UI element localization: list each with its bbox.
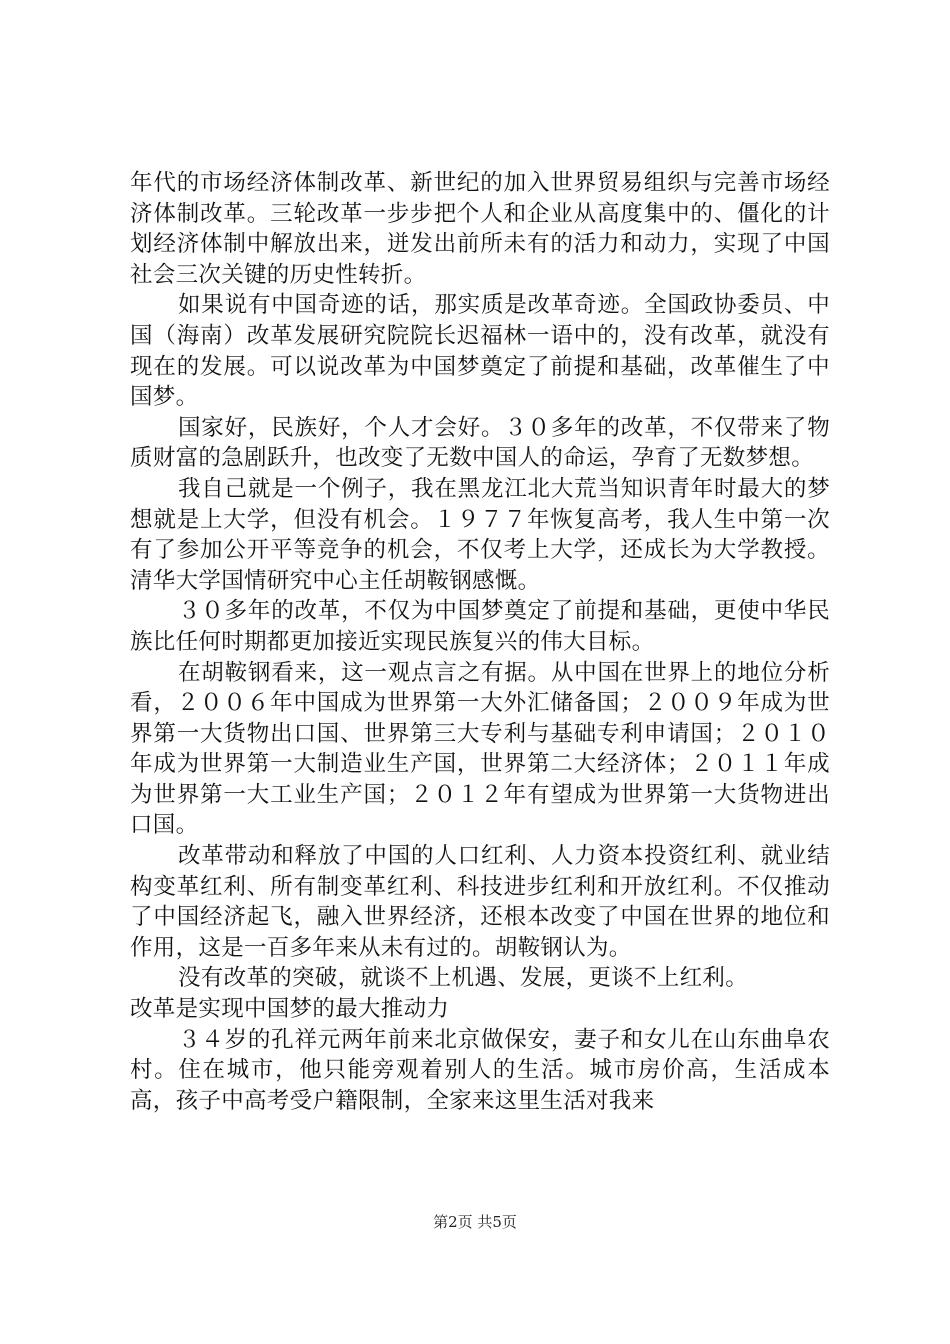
paragraph-continuation: 年代的市场经济体制改革、新世纪的加入世界贸易组织与完善市场经济体制改革。三轮改革一步步把个人和企业从高度集中的、僵化的计划经济体制中解放出来，迸发出前所未有的活力和动力，实现了中国社会三次关键的历史性转折。 (130, 170, 830, 288)
paragraph-breakthrough: 没有改革的突破，就谈不上机遇、发展，更谈不上红利。 (178, 965, 749, 992)
paragraph-dividends: 改革带动和释放了中国的人口红利、人力资本投资红利、就业结构变革红利、所有制变革红利、科技进步红利和开放红利。不仅推动了中国经济起飞，融入世界经济，还根本改变了中国在世界的地位和作用，这是一百多年来从未有过的。胡鞍钢认为。 (130, 843, 830, 961)
paragraph-security-guard: ３４岁的孔祥元两年前来北京做保安，妻子和女儿在山东曲阜农村。住在城市，他只能旁观着别人的生活。城市房价高，生活成本高，孩子中高考受户籍限制，全家来这里生活对我来 (130, 1026, 830, 1114)
paragraph-reform-miracle: 如果说有中国奇迹的话，那实质是改革奇迹。全国政协委员、中国（海南）改革发展研究院院长迟福林一语中的，没有改革，就没有现在的发展。可以说改革为中国梦奠定了前提和基础，改革催生了中国梦。 (130, 292, 830, 411)
paragraph-thirty-years: ３０多年的改革，不仅为中国梦奠定了前提和基础，更使中华民族比任何时期都更加接近实现民族复兴的伟大目标。 (130, 598, 830, 655)
page-footer: 第2页 共5页 (433, 1213, 517, 1231)
paragraph-world-position: 在胡鞍钢看来，这一观点言之有据。从中国在世界上的地位分析看，２００６年中国成为世界第一大外汇储备国；２００９年成为世界第一大货物出口国、世界第三大专利与基础专利申请国；２０１０年成为世界第一大制造业生产国，世界第二大经济体；２０１１年成为世界第一大工业生产国；２０１２年有望成为世界第一大货物进出口国。 (130, 659, 830, 839)
section-heading: 改革是实现中国梦的最大推动力 (130, 996, 450, 1023)
paragraph-personal-example: 我自己就是一个例子，我在黑龙江北大荒当知识青年时最大的梦想就是上大学，但没有机会。１９７７年恢复高考，我人生中第一次有了参加公开平等竞争的机会，不仅考上大学，还成长为大学教授。清华大学国情研究中心主任胡鞍钢感慨。 (130, 475, 830, 594)
paragraph-nation-good: 国家好，民族好，个人才会好。３０多年的改革，不仅带来了物质财富的急剧跃升，也改变了无数中国人的命运，孕育了无数梦想。 (130, 414, 830, 472)
document-body (130, 168, 830, 1116)
